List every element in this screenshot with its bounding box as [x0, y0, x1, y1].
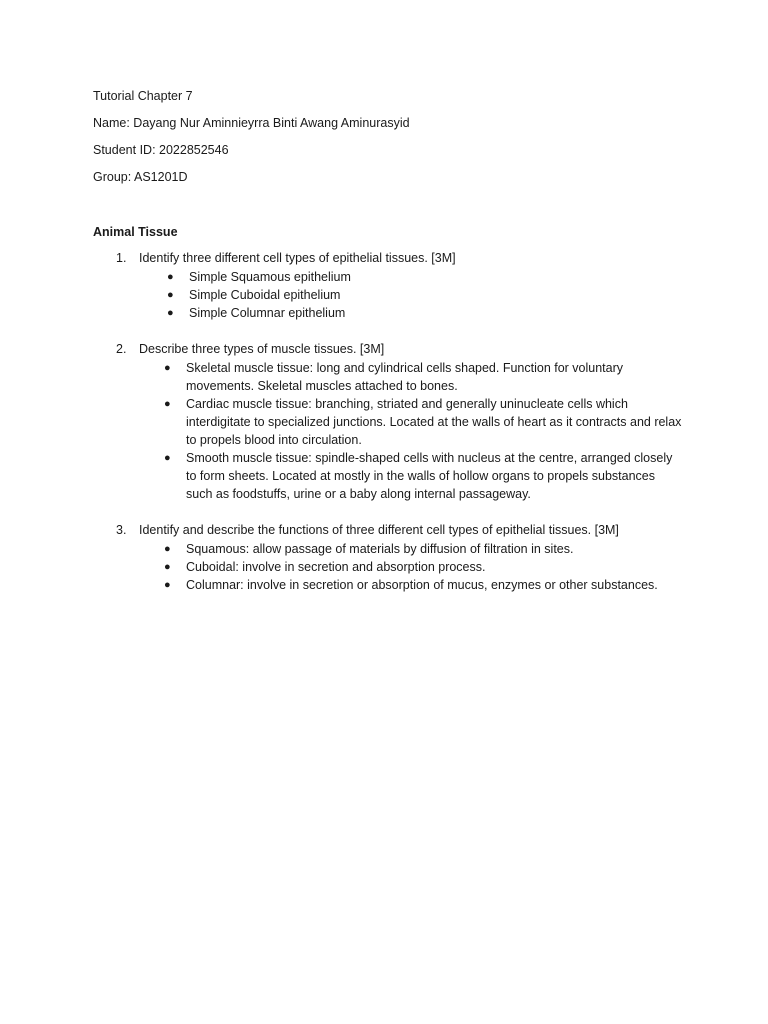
question-number: 1. [116, 251, 127, 265]
question-number: 2. [116, 342, 127, 356]
document-page [93, 87, 693, 612]
question-2 [93, 340, 693, 503]
list-item [93, 359, 693, 395]
student-group: Group: AS1201D [93, 170, 188, 184]
question-number: 3. [116, 523, 127, 537]
answer-list [93, 359, 693, 503]
list-item [93, 268, 693, 286]
answer-text: Cardiac muscle tissue: branching, striated and generally uninucleate cells which interdigitate to specialized junctions. Located at the walls of heart as it contracts and relax to propels blood into circulation. [186, 397, 682, 447]
list-item [93, 576, 693, 594]
bullet-icon: ● [164, 452, 171, 464]
student-name: Name: Dayang Nur Aminnieyrra Binti Awang Aminurasyid [93, 116, 410, 130]
bullet-icon: ● [164, 362, 171, 374]
section-title: Animal Tissue [93, 225, 178, 239]
bullet-icon: ● [167, 289, 174, 301]
list-item [93, 286, 693, 304]
bullet-icon: ● [164, 543, 171, 555]
answer-text: Simple Columnar epithelium [189, 306, 346, 320]
list-item [93, 395, 693, 449]
question-text: Describe three types of muscle tissues. [3M] [139, 342, 385, 356]
bullet-icon: ● [164, 561, 171, 573]
bullet-icon: ● [164, 398, 171, 410]
answer-list [93, 268, 693, 322]
list-item [93, 304, 693, 322]
bullet-icon: ● [167, 307, 174, 319]
answer-text: Skeletal muscle tissue: long and cylindrical cells shaped. Function for voluntary movements. Skeletal muscles attached to bones. [186, 361, 624, 393]
answer-text: Squamous: allow passage of materials by diffusion of filtration in sites. [186, 542, 574, 556]
question-text: Identify three different cell types of epithelial tissues. [3M] [139, 251, 456, 265]
answer-text: Simple Cuboidal epithelium [189, 288, 341, 302]
student-id: Student ID: 2022852546 [93, 143, 229, 157]
question-text: Identify and describe the functions of three different cell types of epithelial tissues. [3M] [139, 523, 619, 537]
question-1 [93, 249, 693, 322]
answer-text: Columnar: involve in secretion or absorption of mucus, enzymes or other substances. [186, 578, 658, 592]
answer-list [93, 540, 693, 594]
list-item [93, 558, 693, 576]
bullet-icon: ● [164, 579, 171, 591]
list-item [93, 540, 693, 558]
answer-text: Cuboidal: involve in secretion and absorption process. [186, 560, 486, 574]
document-title: Tutorial Chapter 7 [93, 89, 193, 103]
answer-text: Simple Squamous epithelium [189, 270, 351, 284]
bullet-icon: ● [167, 271, 174, 283]
question-3 [93, 521, 693, 594]
list-item [93, 449, 693, 503]
answer-text: Smooth muscle tissue: spindle-shaped cells with nucleus at the centre, arranged closely to form sheets. Located at mostly in the walls of hollow organs to propels substances such as foodstuffs, urine or a baby along internal passageway. [186, 451, 673, 501]
